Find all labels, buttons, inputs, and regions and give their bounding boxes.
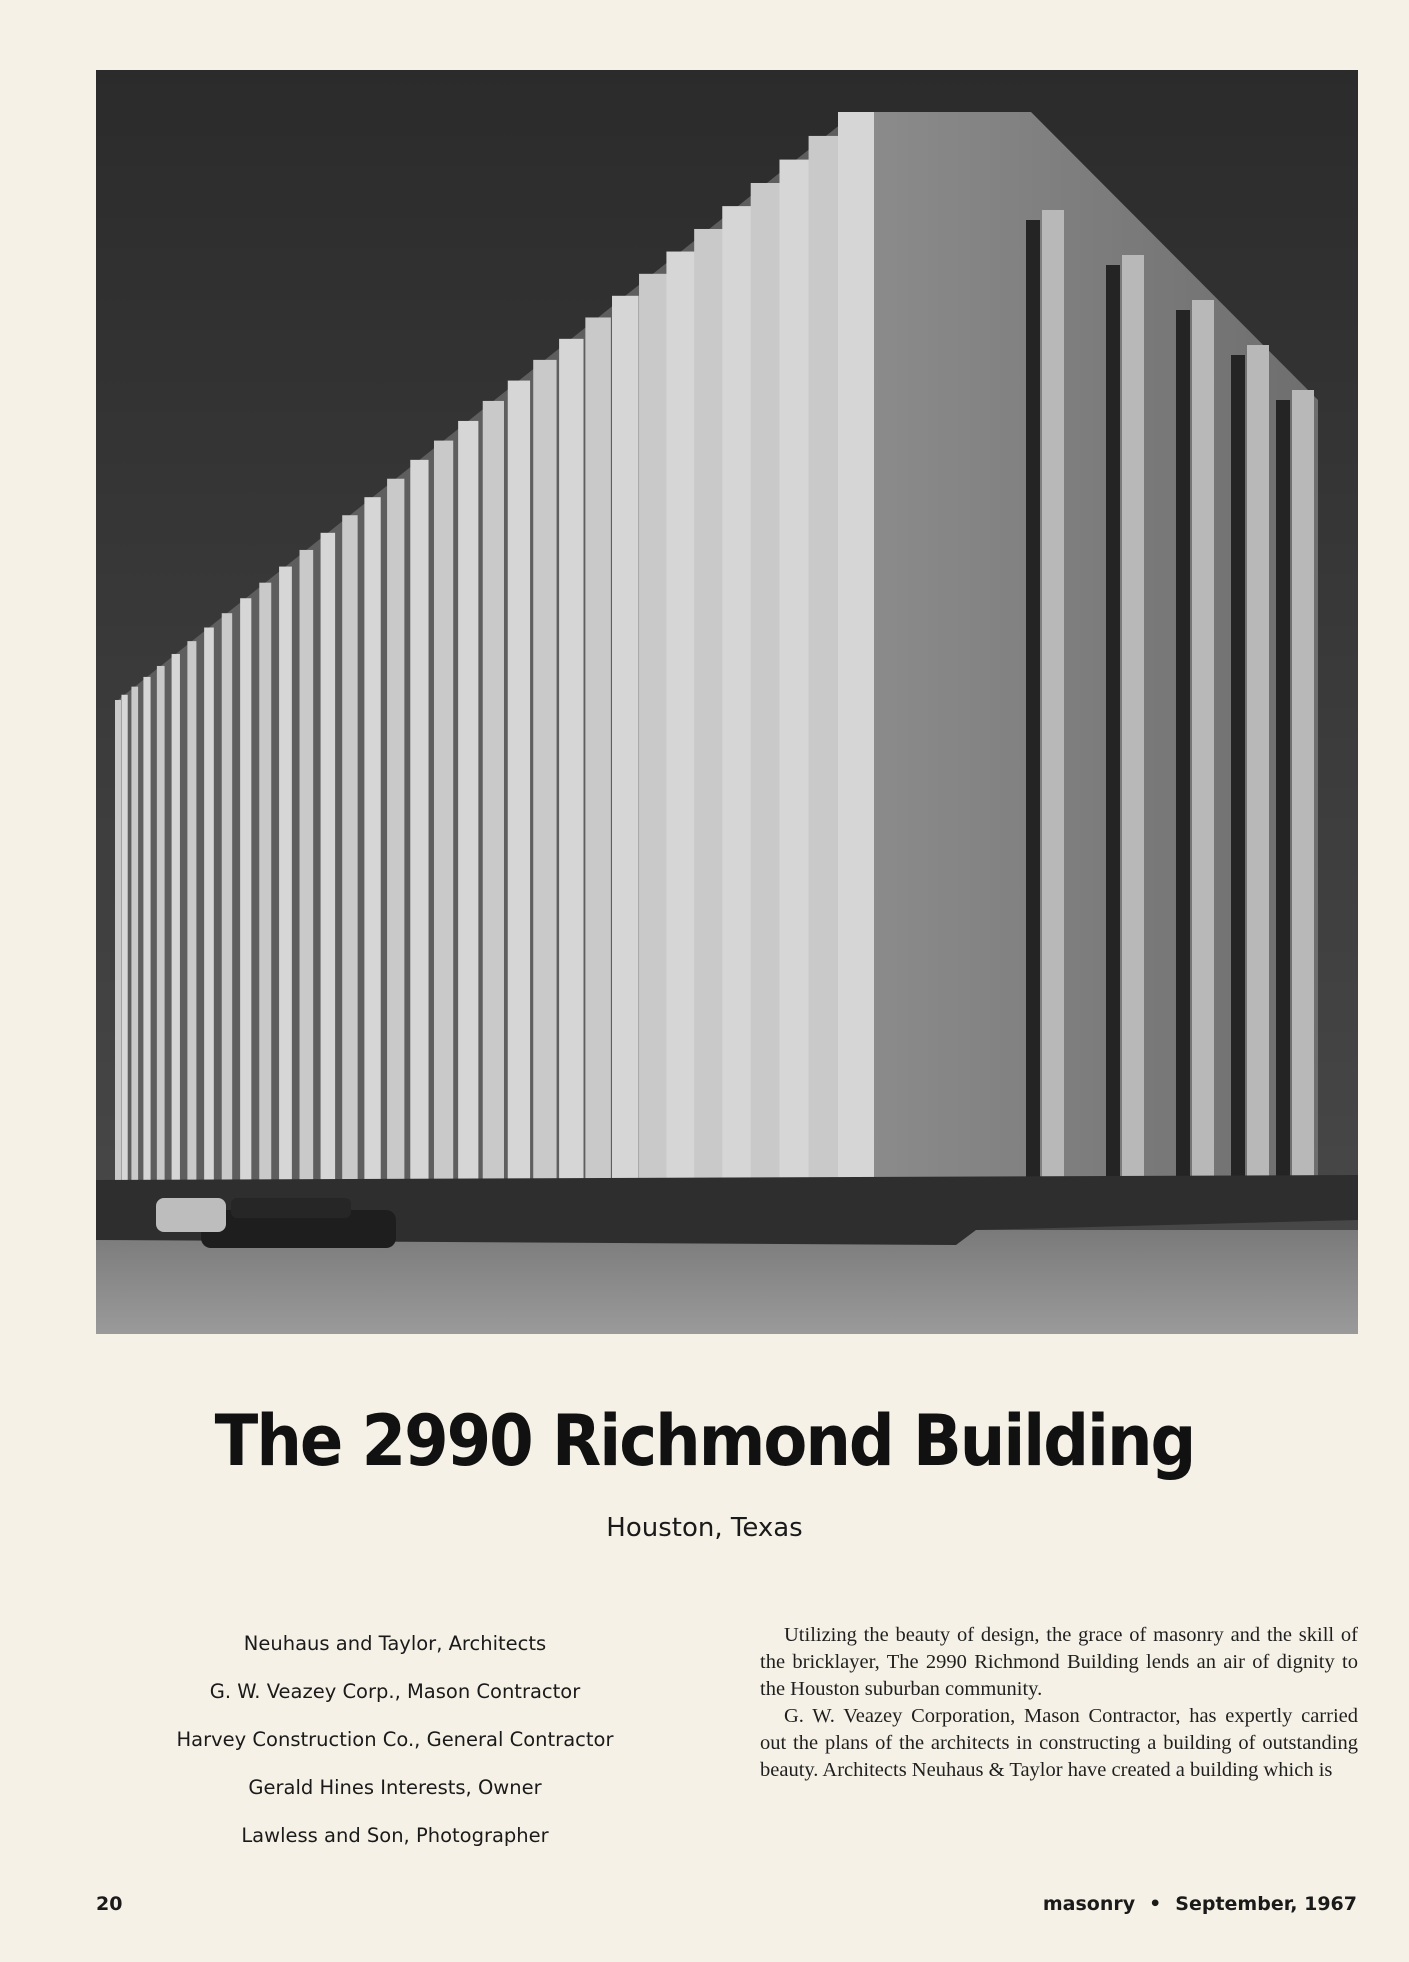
- article-title: The 2990 Richmond Building: [214, 1401, 1195, 1483]
- running-footer: [1043, 1893, 1357, 1915]
- article-body: [760, 1622, 1358, 1784]
- credit-mason-contractor: G. W. Veazey Corp., Mason Contractor: [209, 1680, 581, 1703]
- bullet-separator: •: [1149, 1893, 1162, 1915]
- credits-list: [140, 1620, 650, 1860]
- article-location: Houston, Texas: [606, 1513, 803, 1543]
- magazine-name: masonry: [1042, 1893, 1136, 1915]
- building-photograph: [96, 70, 1358, 1334]
- credit-owner: Gerald Hines Interests, Owner: [248, 1776, 542, 1799]
- credit-general-contractor: Harvey Construction Co., General Contractor: [176, 1728, 614, 1751]
- body-paragraph: G. W. Veazey Corporation, Mason Contractor, has expertly carried out the plans of the architects in constructing a building of outstanding beauty. Architects Neuhaus & Taylor have created a building which is: [760, 1705, 1358, 1781]
- credit-architect: Neuhaus and Taylor, Architects: [243, 1632, 547, 1655]
- issue-date: September, 1967: [1175, 1893, 1357, 1915]
- page-number: 20: [96, 1893, 123, 1915]
- credit-photographer: Lawless and Son, Photographer: [241, 1824, 549, 1847]
- body-paragraph: Utilizing the beauty of design, the grace of masonry and the skill of the bricklayer, The 2990 Richmond Building lends an air of dignity to the Houston suburban community.: [760, 1624, 1358, 1700]
